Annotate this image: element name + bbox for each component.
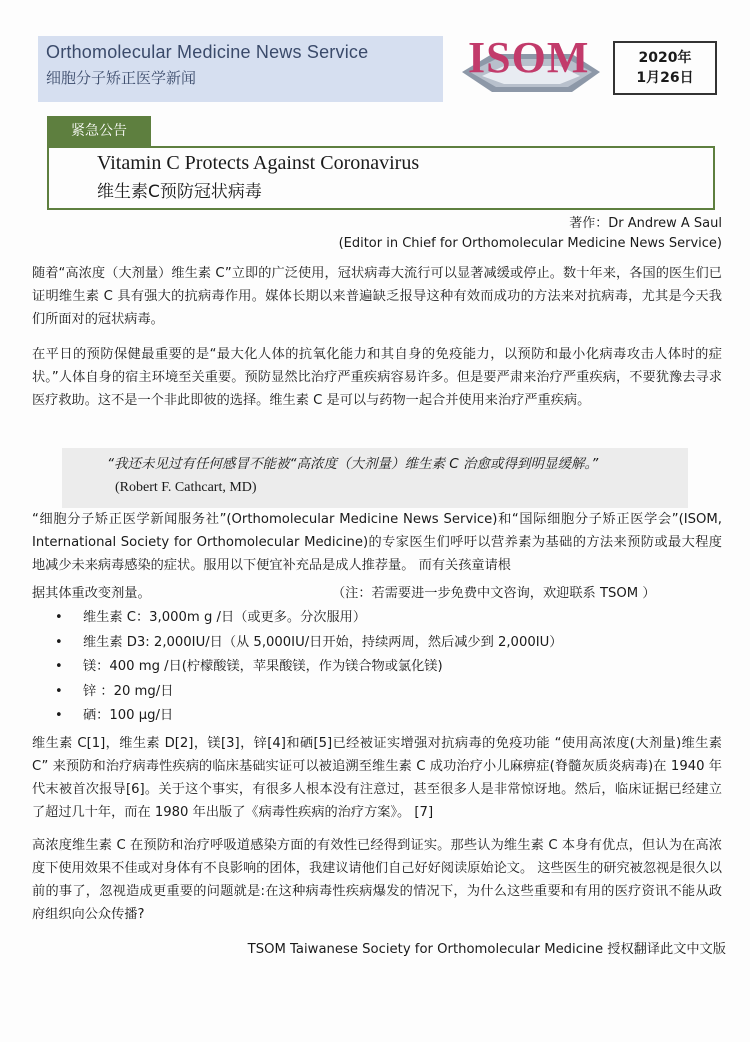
translation-credit: TSOM Taiwanese Society for Orthomolecular Medicine 授权翻译此文中文版 bbox=[247, 942, 726, 957]
bullet-icon: • bbox=[55, 634, 63, 650]
quote-box bbox=[62, 448, 688, 508]
date-day: 1月26日 bbox=[636, 70, 694, 86]
paragraph-recommendation: “细胞分子矫正医学新闻服务社”(Orthomolecular Medicine News Service)和“国际细胞分子矫正医学会”(ISOM, International Society for Orthomolecular Medicine)的专家医生们呼吁以营养素为基础的方法来预防或最大程度地减少未来病毒感染的症状。服用以下便宜补充品是成人推荐量。 而有关孩童请根 bbox=[32, 512, 722, 573]
paragraph-intro: 随着“高浓度（大剂量）维生素 C”立即的广泛使用，冠状病毒大流行可以显著减缓或停止。数十年来，各国的医生们已证明维生素 C 具有强大的抗病毒作用。媒体长期以来普遍缺乏报导这种有效而成功的方法来对抗病毒，尤其是今天我们所面对的冠状病毒。 bbox=[32, 266, 722, 327]
dose-magnesium: 镁：400 mg /日(柠檬酸镁，苹果酸镁，作为镁合物或氯化镁) bbox=[83, 659, 443, 675]
author-byline: 著作：Dr Andrew A Saul bbox=[569, 216, 722, 231]
date-year: 2020年 bbox=[638, 50, 692, 66]
list-item bbox=[55, 655, 562, 680]
quote-attribution: (Robert F. Cathcart, MD) bbox=[115, 480, 257, 495]
bullet-icon: • bbox=[55, 659, 63, 675]
author-role: (Editor in Chief for Orthomolecular Medicine News Service) bbox=[338, 236, 722, 251]
isom-logo-text: ISOM bbox=[468, 33, 590, 82]
bullet-icon: • bbox=[55, 610, 63, 625]
article-title-zh: 维生素C预防冠状病毒 bbox=[97, 182, 262, 202]
recommendation-note-line bbox=[32, 582, 722, 605]
bullet-icon: • bbox=[55, 708, 63, 724]
dose-vitamin-d3: 维生素 D3: 2,000IU/日（从 5,000IU/日开始，持续两周，然后减少到 2,000IU） bbox=[83, 634, 563, 650]
paragraph-evidence: 维生素 C[1]，维生素 D[2]，镁[3]，锌[4]和硒[5]已经被证实增强对抗病毒的免疫功能 “使用高浓度(大剂量)维生素 C” 来预防和治疗病毒性疾病的临床基础实证可以被追溯至维生素 C 成功治疗小儿麻痹症(脊髓灰质炎病毒)在 1940 年代末被首次报导[6]。关于这个事实，有很多人根本没有注意过，甚至很多人是非常惊讶地。然后，临床证据已经建立了超过几十年，而在 1980 年出版了《病毒性疾病的治疗方案》。 [7] bbox=[32, 736, 722, 820]
header-title-en: Orthomolecular Medicine News Service bbox=[46, 42, 369, 62]
article-title-box bbox=[47, 146, 715, 210]
paragraph-prevention: 在平日的预防保健最重要的是“最大化人体的抗氧化能力和其自身的免疫能力，以预防和最小化病毒攻击人体时的症状。”人体自身的宿主环境至关重要。预防显然比治疗严重疾病容易许多。但是要严肃来治疗严重疾病，不要犹豫去寻求医疗救助。这不是一个非此即彼的选择。维生素 C 是可以与药物一起合并使用来治疗严重疾病。 bbox=[32, 347, 722, 408]
weight-note: 据其体重改变剂量。 bbox=[32, 586, 151, 601]
quote-text: “我还未见过有任何感冒不能被“高浓度（大剂量）维生素 C 治愈或得到明显缓解。” bbox=[107, 456, 599, 472]
date-box bbox=[613, 41, 717, 95]
contact-note: （注：若需要进一步免费中文咨询，欢迎联系 TSOM ） bbox=[332, 586, 656, 601]
dose-zinc: 锌 ：20 mg/日 bbox=[83, 683, 174, 699]
list-item bbox=[55, 680, 562, 705]
paragraph-respiratory: 高浓度维生素 C 在预防和治疗呼吸道感染方面的有效性已经得到证实。那些认为维生素 C 本身有优点，但认为在高浓度下使用效果不佳或对身体有不良影响的团体，我建议请他们自己好好阅读原始论文。 这些医生的研究被忽视是很久以前的事了，忽视造成更重要的问题就是:在这种病毒性疾病爆发的情况下，为什么这些重要和有用的医疗资讯不能从政府组织向公众传播? bbox=[32, 838, 722, 922]
bullet-icon: • bbox=[55, 683, 63, 699]
list-item bbox=[55, 606, 562, 631]
isom-logo bbox=[452, 32, 602, 102]
header-title-zh: 细胞分子矫正医学新闻 bbox=[46, 69, 197, 87]
urgent-notice-tab: 紧急公告 bbox=[47, 116, 151, 146]
dose-vitamin-c: 维生素 C：3,000m g /日（或更多。分次服用） bbox=[83, 610, 367, 625]
author-block bbox=[339, 214, 722, 254]
dose-selenium: 硒：100 µg/日 bbox=[83, 708, 174, 724]
header-banner bbox=[38, 36, 443, 102]
dose-list bbox=[55, 606, 562, 729]
list-item bbox=[55, 704, 562, 729]
list-item bbox=[55, 631, 562, 656]
article-title-en: Vitamin C Protects Against Coronavirus bbox=[97, 152, 420, 174]
